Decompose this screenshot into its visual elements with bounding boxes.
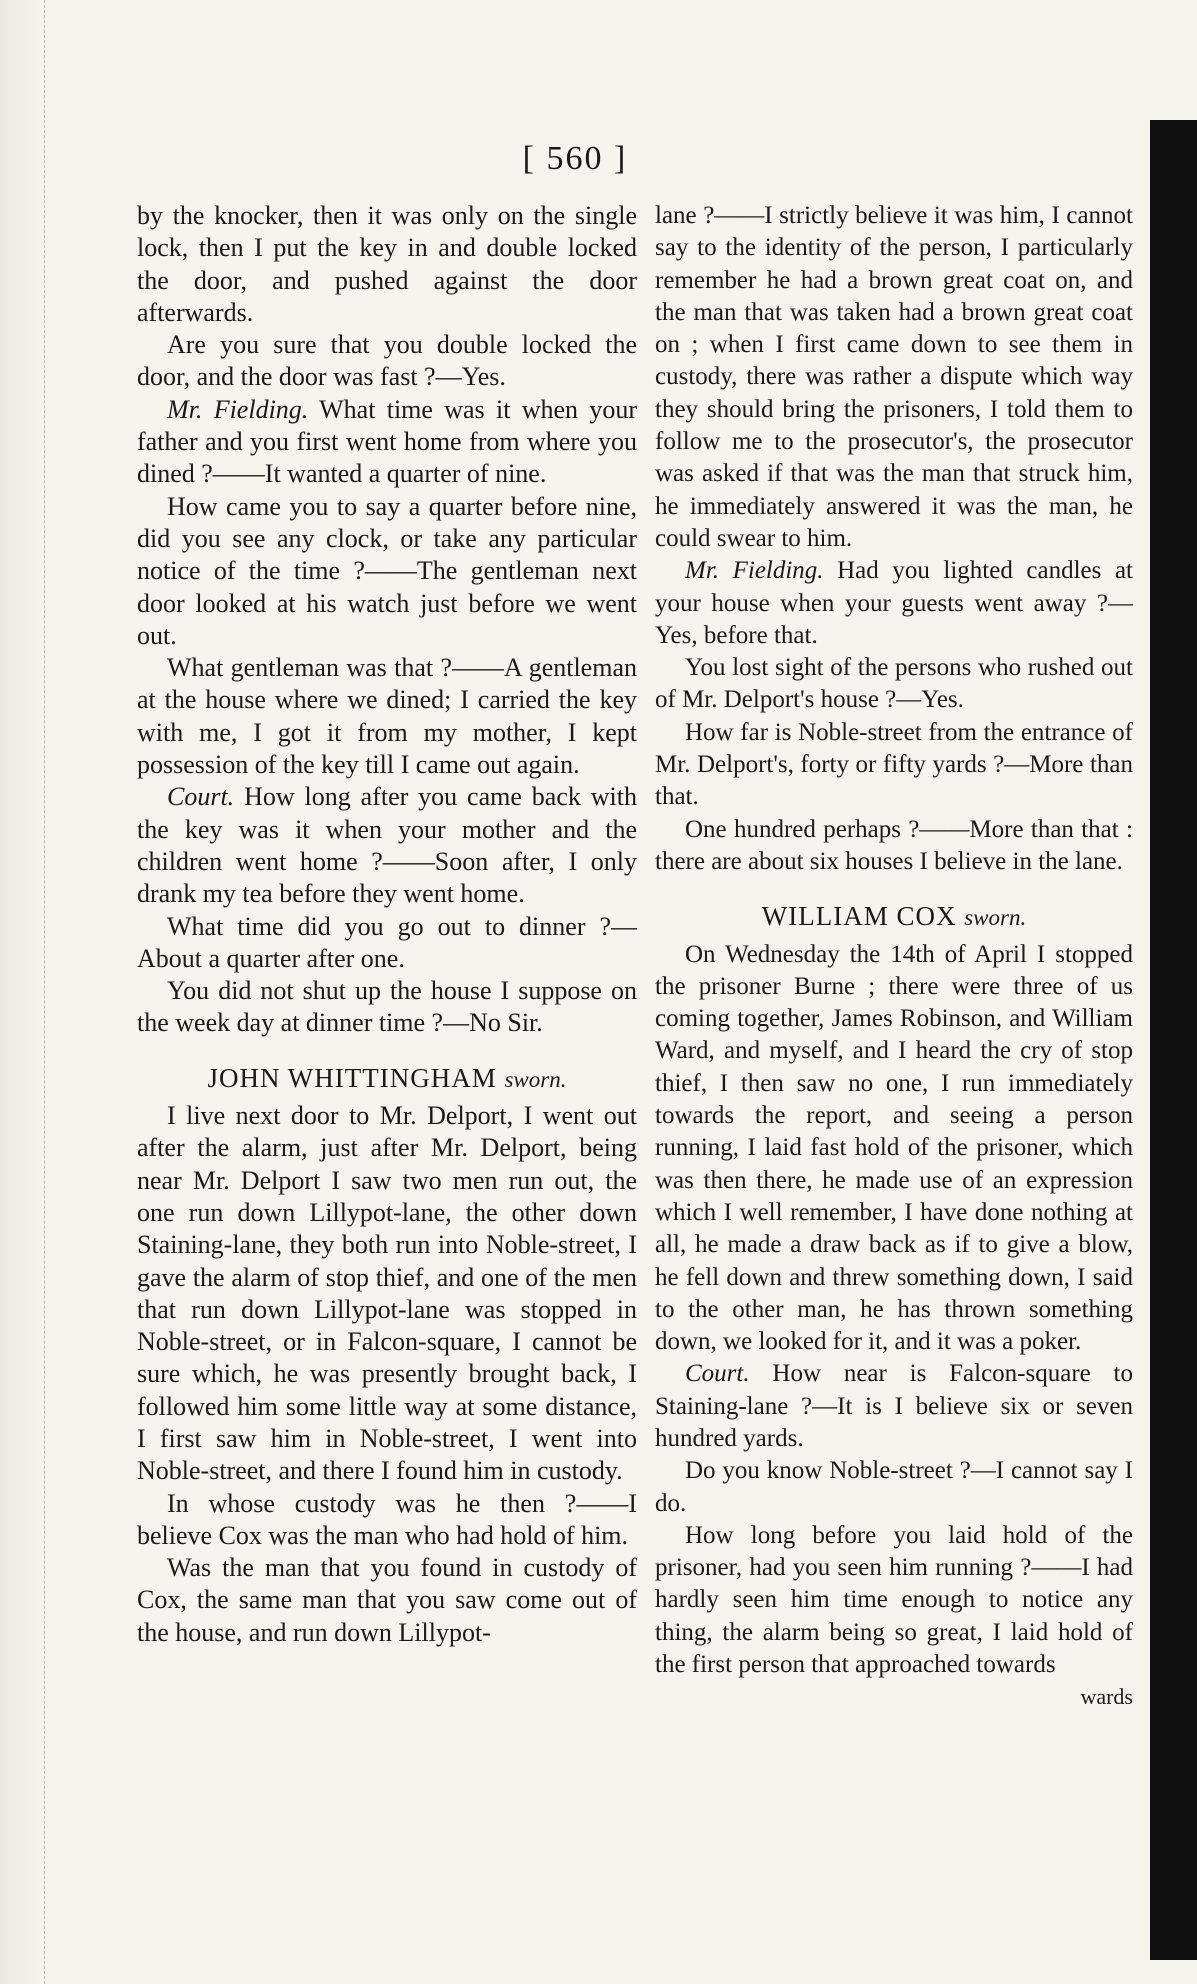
paragraph-text: How near is Falcon-square to Staining-lane ?—It is I believe six or seven hundred yards. (655, 1360, 1133, 1452)
page-number: [ 560 ] (522, 140, 628, 177)
right-paragraph-2 (655, 555, 1133, 652)
right-column (655, 200, 1133, 1714)
left-paragraph-10: In whose custody was he then ?——I believe Cox was the man who had hold of him. (137, 1488, 637, 1550)
left-paragraph-5: What gentleman was that ?——A gentleman at the house where we dined; I carried the key with me, I got it from my mother, I kept possession of the key till I came out again. (137, 653, 637, 780)
left-paragraph-8: You did not shut up the house I suppose on the week day at dinner time ?—No Sir. (137, 976, 637, 1038)
right-paragraph-5: One hundred perhaps ?——More than that : there are about six houses I believe in the lane. (655, 815, 1133, 875)
paragraph-text: How long after you came back with the key was it when your mother and the children went home ?——Soon after, I only drank my tea before they went home. (137, 782, 637, 909)
right-paragraph-8: Do you know Noble-street ?—I cannot say I do. (655, 1457, 1133, 1517)
left-paragraph-2: Are you sure that you double locked the door, and the door was fast ?—Yes. (137, 330, 637, 392)
right-paragraph-1: lane ?——I strictly believe it was him, I cannot say to the identity of the person, I particularly remember he had a brown great coat on, and the man that was taken had a brown great coat on ; when I first came down to see them in custody, there was rather a dispute which way they should bring the prisoners, I told them to follow me to the prosecutor's, the prosecutor was asked if that was the man that struck him, he immediately answered it was the man, he could swear to him. (655, 202, 1133, 552)
left-column (137, 200, 637, 1649)
sworn-label: sworn. (504, 1066, 567, 1092)
paragraph-text: Had you lighted candles at your house when your guests went away ?—Yes, before that. (655, 557, 1133, 649)
scan-edge-bar (1150, 120, 1197, 1960)
left-paragraph-9: I live next door to Mr. Delport, I went out after the alarm, just after Mr. Delport, being near Mr. Delport I saw two men run out, the one run down Lillypot-lane, the other down Staining-lane, they both run into Noble-street, I gave the alarm of stop thief, and one of the men that run down Lillypot-lane was stopped in Noble-street, or in Falcon-square, I cannot be sure which, he was presently brought back, I followed him some little way at some distance, I first saw him in Noble-street, I went into Noble-street, and there I found him in custody. (137, 1101, 637, 1486)
witness-heading-cox (655, 900, 1133, 934)
right-paragraph-3: You lost sight of the persons who rushed out of Mr. Delport's house ?—Yes. (655, 654, 1133, 714)
right-paragraph-7 (655, 1358, 1133, 1455)
page-gutter (0, 0, 45, 1984)
left-paragraph-11: Was the man that you found in custody of Cox, the same man that you saw come out of the house, and run down Lillypot- (137, 1553, 637, 1647)
speaker-label: Mr. Fielding. (685, 557, 824, 585)
paragraph-text: What time was it when your father and you first went home from where you dined ?——It wanted a quarter of nine. (137, 394, 637, 489)
left-paragraph-6 (137, 781, 637, 910)
speaker-label: Court. (167, 782, 235, 812)
left-paragraph-3 (137, 394, 637, 491)
witness-name: JOHN WHITTINGHAM (207, 1062, 505, 1093)
speaker-label: Court. (685, 1360, 750, 1388)
catchword: wards (1080, 1684, 1133, 1710)
right-paragraph-4: How far is Noble-street from the entrance of Mr. Delport's, forty or fifty yards ?—More than that. (655, 718, 1133, 811)
left-paragraph-4: How came you to say a quarter before nine, did you see any clock, or take any particular notice of the time ?——The gentleman next door looked at his watch just before we went out. (137, 491, 637, 650)
witness-name: WILLIAM COX (761, 901, 965, 932)
speaker-label: Mr. Fielding. (167, 394, 309, 424)
right-paragraph-9: How long before you laid hold of the prisoner, had you seen him running ?——I had hardly seen him time enough to notice any thing, the alarm being so great, I laid hold of the first person that approached towards (655, 1521, 1133, 1679)
witness-heading-whittingham (137, 1062, 637, 1096)
left-paragraph-7: What time did you go out to dinner ?—About a quarter after one. (137, 911, 637, 973)
right-paragraph-6: On Wednesday the 14th of April I stopped the prisoner Burne ; there were three of us coming together, James Robinson, and William Ward, and myself, and I heard the cry of stop thief, I then saw no one, I run immediately towards the report, and seeing a person running, I laid fast hold of the prisoner, which was then there, he made use of an expression which I well remember, I have done nothing at all, he made a draw back as if to give a blow, he fell down and threw something down, I said to the other man, he has thrown something down, we looked for it, and it was a poker. (655, 940, 1133, 1356)
sworn-label: sworn. (964, 905, 1027, 931)
left-paragraph-1: by the knocker, then it was only on the single lock, then I put the key in and double locked the door, and pushed against the door afterwards. (137, 201, 637, 327)
